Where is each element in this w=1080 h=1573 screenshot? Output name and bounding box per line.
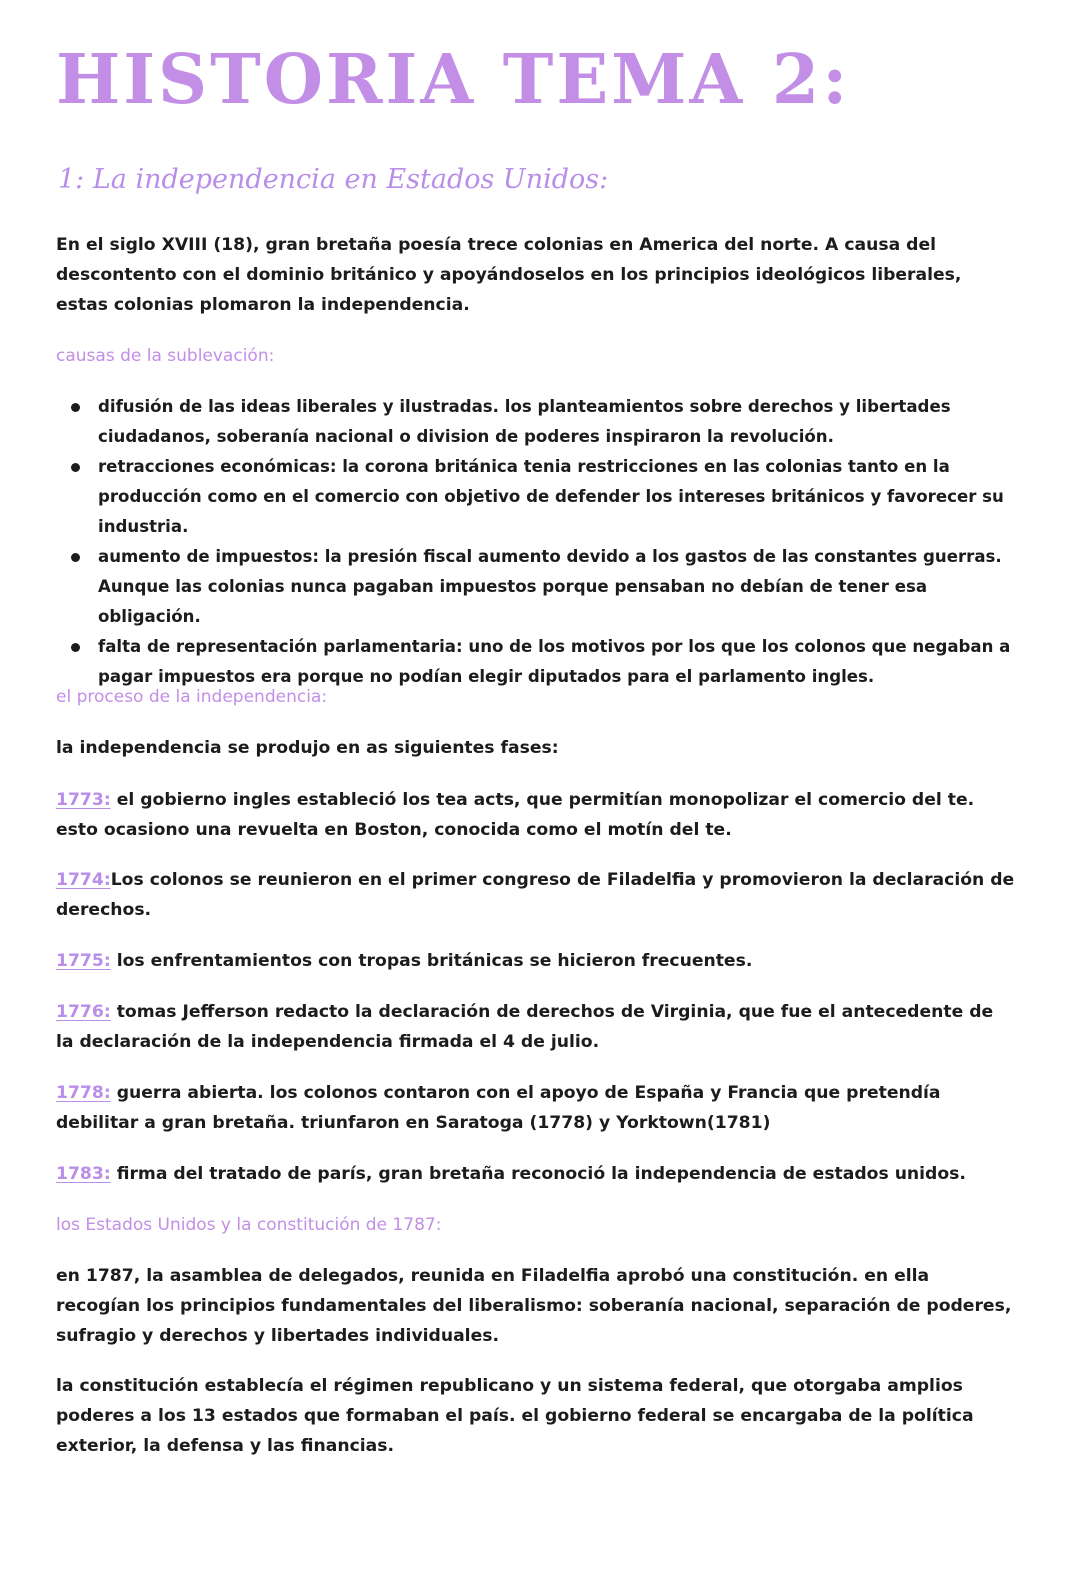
event-text: los enfrentamientos con tropas británicas se hicieron frecuentes. [110, 951, 753, 971]
causes-list [56, 392, 1018, 692]
intro-paragraph: En el siglo XVIII (18), gran bretaña poesía trece colonias en America del norte. A causa del descontento con el dominio británico y apoyándoselos en los principios ideológicos liberales, estas colonias plomaron la independencia. [56, 235, 962, 315]
event-1778 [56, 1078, 1016, 1138]
constitution-paragraph: la constitución establecía el régimen republicano y un sistema federal, que otorgaba amplios poderes a los 13 estados que formaban el país. el gobierno federal se encargaba de la política exterior, la defensa y las financias. [56, 1376, 974, 1456]
event-text: el gobierno ingles estableció los tea acts, que permitían monopolizar el comercio del te. esto ocasiono una revuelta en Boston, conocida como el motín del te. [56, 790, 975, 840]
process-intro: la independencia se produjo en as siguientes fases: [56, 738, 559, 758]
bullet-icon [71, 463, 80, 472]
process-heading: el proceso de la independencia: [56, 687, 328, 707]
constitution-paragraph: en 1787, la asamblea de delegados, reunida en Filadelfia aprobó una constitución. en ella recogían los principios fundamentales del liberalismo: soberanía nacional, separación de poderes, sufragio y derechos y libertades individuales. [56, 1266, 1012, 1346]
list-item [56, 452, 1018, 542]
event-1775 [56, 946, 1016, 976]
event-1783 [56, 1159, 1016, 1189]
event-1773 [56, 785, 1016, 845]
event-text: tomas Jefferson redacto la declaración de derechos de Virginia, que fue el antecedente de la declaración de la independencia firmada el 4 de julio. [56, 1002, 994, 1052]
causes-heading: causas de la sublevación: [56, 346, 275, 366]
bullet-icon [71, 403, 80, 412]
page-title: HISTORIA TEMA 2: [56, 40, 851, 120]
event-year: 1778: [56, 1083, 111, 1103]
event-year: 1773: [56, 790, 111, 810]
event-1774 [56, 865, 1016, 925]
event-year: 1776: [56, 1002, 111, 1022]
event-text: Los colonos se reunieron en el primer congreso de Filadelfia y promovieron la declaración de derechos. [56, 870, 1015, 920]
event-year: 1775: [56, 951, 111, 971]
event-1776 [56, 997, 1016, 1057]
list-item [56, 542, 1018, 632]
list-item [56, 392, 1018, 452]
list-item-text: retracciones económicas: la corona británica tenia restricciones en las colonias tanto en la producción como en el comercio con objetivo de defender los intereses británicos y favorecer su industria. [98, 457, 1004, 536]
bullet-icon [71, 643, 80, 652]
section-title: 1: La independencia en Estados Unidos: [58, 164, 609, 195]
event-text: guerra abierta. los colonos contaron con el apoyo de España y Francia que pretendía debilitar a gran bretaña. triunfaron en Saratoga (1778) y Yorktown(1781) [56, 1083, 941, 1133]
bullet-icon [71, 553, 80, 562]
event-year: 1783: [56, 1164, 111, 1184]
event-year: 1774: [56, 870, 111, 890]
list-item-text: difusión de las ideas liberales y ilustradas. los planteamientos sobre derechos y libertades ciudadanos, soberanía nacional o division de poderes inspiraron la revolución. [98, 397, 951, 446]
constitution-heading: los Estados Unidos y la constitución de 1787: [56, 1215, 442, 1235]
event-text: firma del tratado de parís, gran bretaña reconoció la independencia de estados unidos. [110, 1164, 966, 1184]
list-item-text: falta de representación parlamentaria: uno de los motivos por los que los colonos que negaban a pagar impuestos era porque no podían elegir diputados para el parlamento ingles. [98, 637, 1011, 686]
list-item-text: aumento de impuestos: la presión fiscal aumento devido a los gastos de las constantes guerras. Aunque las colonias nunca pagaban impuestos porque pensaban no debían de tener esa obligación. [98, 547, 1002, 626]
